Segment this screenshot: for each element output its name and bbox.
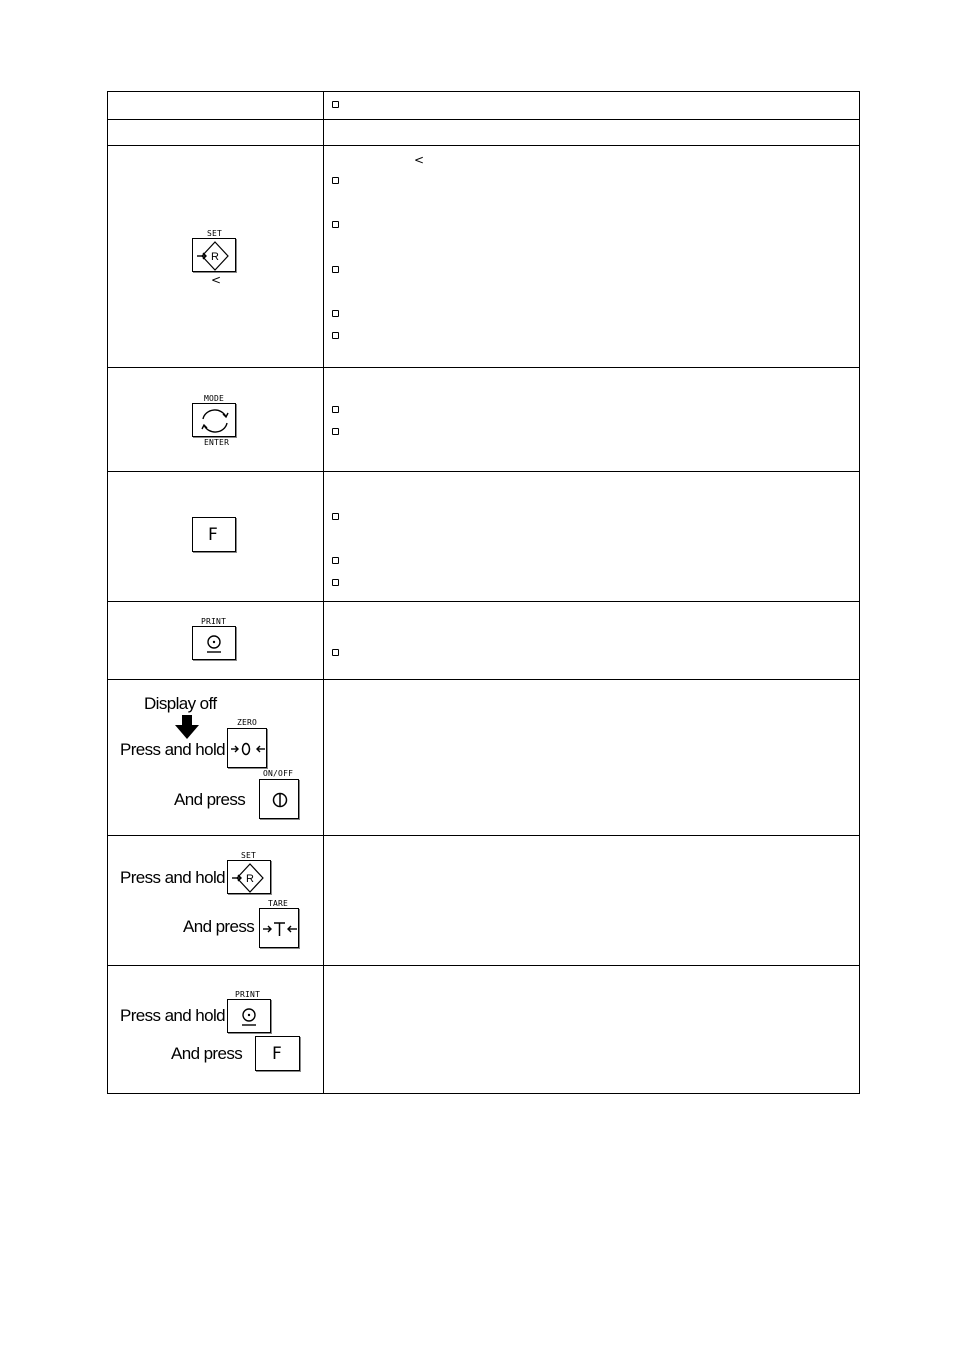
table-row: [108, 965, 859, 1094]
print-key-label: PRINT: [235, 990, 261, 999]
set-key-chevron: <: [211, 273, 222, 287]
display-off-hold-text: Press and hold: [120, 740, 226, 759]
cycle-icon: [193, 404, 237, 438]
checkbox-bullet: [332, 332, 339, 339]
f-key-glyph: F: [272, 1044, 282, 1064]
set-r-icon: [228, 861, 272, 895]
checkbox-bullet: [332, 310, 339, 317]
print-icon: [228, 1000, 272, 1034]
tare-icon: [260, 909, 300, 949]
tare-key-label: TARE: [268, 899, 289, 908]
print-f-hold-text: Press and hold: [120, 1006, 226, 1025]
set-tare-hold-text: Press and hold: [120, 868, 226, 887]
table-row: [108, 471, 859, 601]
zero-key[interactable]: [227, 728, 267, 768]
print-key[interactable]: [192, 626, 236, 660]
mode-key-label: MODE: [204, 394, 225, 403]
display-off-press-text: And press: [174, 790, 246, 809]
table-row: [108, 679, 859, 835]
set-key-label: SET: [207, 229, 223, 238]
checkbox-bullet: [332, 221, 339, 228]
checkbox-bullet: [332, 101, 339, 108]
f-key[interactable]: [255, 1036, 300, 1071]
set-key-label: SET: [241, 851, 257, 860]
mode-enter-key[interactable]: [192, 403, 236, 437]
print-key[interactable]: [227, 999, 271, 1033]
arrow-down-icon: [174, 715, 200, 741]
svg-text:R: R: [246, 873, 254, 885]
table-row: [108, 367, 859, 471]
print-icon: [193, 627, 237, 661]
enter-key-label: ENTER: [204, 438, 230, 447]
svg-text:R: R: [211, 251, 219, 263]
table-row: [108, 92, 859, 119]
table-row: [108, 119, 859, 145]
f-key-glyph: F: [208, 525, 218, 545]
checkbox-bullet: [332, 428, 339, 435]
checkbox-bullet: [332, 266, 339, 273]
display-off-title: Display off: [144, 694, 217, 713]
set-r-icon: [193, 239, 237, 273]
checkbox-bullet: [332, 177, 339, 184]
checkbox-bullet: [332, 513, 339, 520]
table-row: [108, 601, 859, 679]
tare-key[interactable]: [259, 908, 299, 948]
f-key[interactable]: [192, 517, 236, 552]
checkbox-bullet: [332, 579, 339, 586]
checkbox-bullet: [332, 649, 339, 656]
header-chevron: <: [414, 153, 425, 167]
onoff-key-label: ON/OFF: [263, 769, 294, 778]
zero-key-label: ZERO: [237, 718, 258, 727]
table-row: [108, 835, 859, 965]
set-key[interactable]: [192, 238, 236, 272]
print-f-press-text: And press: [171, 1044, 243, 1063]
set-key[interactable]: [227, 860, 271, 894]
power-icon: [260, 780, 300, 820]
table-row: [108, 145, 859, 367]
checkbox-bullet: [332, 406, 339, 413]
key-function-table: [107, 91, 860, 1094]
zero-icon: [228, 729, 268, 769]
print-key-label: PRINT: [201, 617, 227, 626]
onoff-key[interactable]: [259, 779, 299, 819]
checkbox-bullet: [332, 557, 339, 564]
set-tare-press-text: And press: [183, 917, 255, 936]
